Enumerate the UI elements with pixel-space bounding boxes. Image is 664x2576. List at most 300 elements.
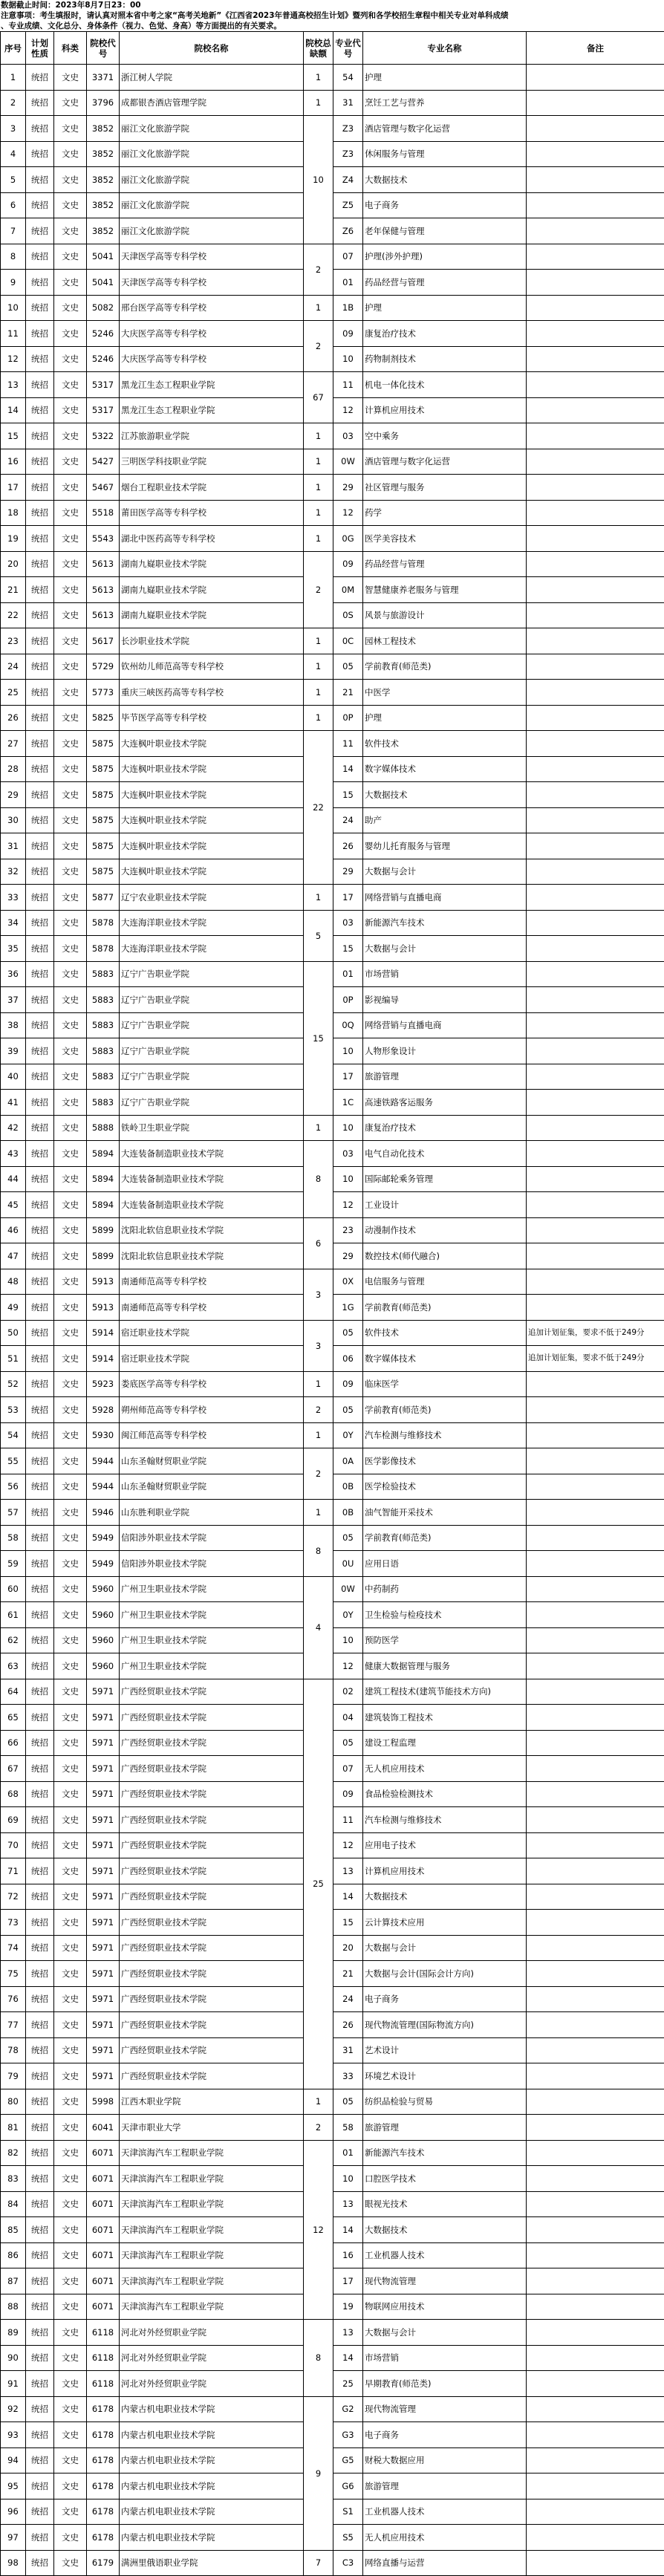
subject-cell: 文史 — [54, 1756, 87, 1782]
school-code-cell: 5875 — [87, 782, 120, 808]
seq-cell: 66 — [1, 1730, 26, 1756]
seq-cell: 31 — [1, 833, 26, 859]
seq-cell: 29 — [1, 782, 26, 808]
plan-type-cell: 统招 — [26, 1422, 54, 1448]
plan-type-cell: 统招 — [26, 1756, 54, 1782]
note-cell — [527, 551, 664, 577]
school-name-cell: 江苏旅游职业学院 — [120, 423, 304, 449]
school-name-cell: 辽宁广告职业学院 — [120, 1038, 304, 1064]
school-name-cell: 黑龙江生态工程职业学院 — [120, 397, 304, 423]
plan-type-cell: 统招 — [26, 910, 54, 936]
gap-cell: 22 — [304, 731, 333, 885]
plan-type-cell: 统招 — [26, 90, 54, 116]
plan-type-cell: 统招 — [26, 1320, 54, 1346]
school-name-cell: 重庆三峡医药高等专科学校 — [120, 680, 304, 706]
major-code-cell: 03 — [333, 910, 363, 936]
major-name-cell: 休闲服务与管理 — [363, 141, 527, 167]
table-row — [1, 1679, 664, 1705]
seq-cell: 23 — [1, 628, 26, 654]
subject-cell: 文史 — [54, 961, 87, 987]
note-cell — [527, 346, 664, 372]
plan-type-cell: 统招 — [26, 2191, 54, 2217]
subject-cell: 文史 — [54, 2242, 87, 2268]
major-code-cell: 21 — [333, 680, 363, 706]
subject-cell: 文史 — [54, 423, 87, 449]
school-name-cell: 邢台医学高等专科学校 — [120, 295, 304, 321]
table-row — [1, 2396, 664, 2422]
subject-cell: 文史 — [54, 372, 87, 398]
plan-type-cell: 统招 — [26, 1781, 54, 1807]
major-name-cell: 大数据与会计(国际会计方向) — [363, 1961, 527, 1987]
major-code-cell: 0X — [333, 1269, 363, 1295]
plan-type-cell: 统招 — [26, 1730, 54, 1756]
major-name-cell: 康复治疗技术 — [363, 1115, 527, 1141]
school-name-cell: 南通师范高等专科学校 — [120, 1269, 304, 1295]
school-code-cell: 5899 — [87, 1217, 120, 1243]
plan-type-cell: 统招 — [26, 2268, 54, 2294]
seq-cell: 41 — [1, 1090, 26, 1116]
subject-cell: 文史 — [54, 654, 87, 680]
major-name-cell: 食品检验检测技术 — [363, 1781, 527, 1807]
note-cell — [527, 1295, 664, 1321]
major-code-cell: 13 — [333, 1858, 363, 1884]
school-code-cell: 6118 — [87, 2320, 120, 2346]
seq-cell: 17 — [1, 475, 26, 501]
major-code-cell: 0B — [333, 1474, 363, 1500]
major-code-cell: 26 — [333, 833, 363, 859]
major-code-cell: 17 — [333, 2268, 363, 2294]
subject-cell: 文史 — [54, 1141, 87, 1167]
table-row — [1, 1371, 664, 1397]
gap-cell: 8 — [304, 1525, 333, 1576]
subject-cell: 文史 — [54, 2320, 87, 2346]
note-cell — [527, 500, 664, 526]
seq-cell: 80 — [1, 2089, 26, 2115]
school-code-cell: 5082 — [87, 295, 120, 321]
note-cell — [527, 1832, 664, 1858]
major-code-cell: 0M — [333, 577, 363, 603]
major-name-cell: 工业机器人技术 — [363, 2242, 527, 2268]
school-code-cell: 5543 — [87, 526, 120, 552]
plan-type-cell: 统招 — [26, 500, 54, 526]
major-code-cell: 01 — [333, 961, 363, 987]
major-code-cell: C3 — [333, 2550, 363, 2576]
seq-cell: 21 — [1, 577, 26, 603]
school-name-cell: 三明医学科技职业学院 — [120, 449, 304, 475]
table-row — [1, 1217, 664, 1243]
school-code-cell: 3852 — [87, 218, 120, 244]
school-code-cell: 5971 — [87, 1858, 120, 1884]
major-code-cell: 29 — [333, 475, 363, 501]
school-code-cell: 5888 — [87, 1115, 120, 1141]
major-name-cell: 园林工程技术 — [363, 628, 527, 654]
plan-type-cell: 统招 — [26, 1141, 54, 1167]
seq-cell: 53 — [1, 1397, 26, 1423]
plan-type-cell: 统招 — [26, 1295, 54, 1321]
gap-cell: 9 — [304, 2396, 333, 2550]
school-name-cell: 广西经贸职业技术学院 — [120, 2012, 304, 2038]
school-name-cell: 广州卫生职业技术学院 — [120, 1576, 304, 1602]
table-row — [1, 2550, 664, 2576]
seq-cell: 76 — [1, 1986, 26, 2012]
note-cell — [527, 2294, 664, 2320]
school-name-cell: 辽宁农业职业技术学院 — [120, 885, 304, 911]
plan-type-cell: 统招 — [26, 2166, 54, 2192]
subject-cell: 文史 — [54, 270, 87, 296]
seq-cell: 24 — [1, 654, 26, 680]
note-cell — [527, 961, 664, 987]
table-row — [1, 885, 664, 911]
table-row — [1, 500, 664, 526]
school-code-cell: 5875 — [87, 859, 120, 885]
seq-cell: 1 — [1, 65, 26, 91]
note-cell — [527, 192, 664, 218]
seq-cell: 19 — [1, 526, 26, 552]
school-code-cell: 5971 — [87, 1935, 120, 1961]
subject-cell: 文史 — [54, 1064, 87, 1090]
plan-type-cell: 统招 — [26, 449, 54, 475]
note-cell — [527, 2550, 664, 2576]
seq-cell: 8 — [1, 244, 26, 270]
gap-cell: 7 — [304, 2550, 333, 2576]
major-code-cell: 10 — [333, 1627, 363, 1653]
seq-cell: 18 — [1, 500, 26, 526]
school-name-cell: 大连海洋职业技术学院 — [120, 936, 304, 962]
note-cell — [527, 756, 664, 782]
note-cell — [527, 2012, 664, 2038]
school-name-cell: 内蒙古机电职业技术学院 — [120, 2525, 304, 2551]
school-name-cell: 内蒙古机电职业技术学院 — [120, 2396, 304, 2422]
major-code-cell: 58 — [333, 2115, 363, 2141]
subject-cell: 文史 — [54, 577, 87, 603]
plan-type-cell: 统招 — [26, 2473, 54, 2499]
note-cell — [527, 1064, 664, 1090]
note-cell — [527, 270, 664, 296]
note-cell — [527, 2063, 664, 2089]
seq-cell: 9 — [1, 270, 26, 296]
major-code-cell: 1B — [333, 295, 363, 321]
page-header — [0, 0, 664, 31]
major-name-cell: 市场营销 — [363, 2345, 527, 2371]
school-name-cell: 广西经贸职业技术学院 — [120, 1781, 304, 1807]
plan-type-cell: 统招 — [26, 1705, 54, 1731]
subject-cell: 文史 — [54, 2140, 87, 2166]
note-cell — [527, 1243, 664, 1269]
major-code-cell: 12 — [333, 500, 363, 526]
major-code-cell: 10 — [333, 1038, 363, 1064]
school-code-cell: 6179 — [87, 2550, 120, 2576]
school-name-cell: 河北对外经贸职业学院 — [120, 2345, 304, 2371]
school-name-cell: 广西经贸职业技术学院 — [120, 1756, 304, 1782]
subject-cell: 文史 — [54, 2371, 87, 2397]
seq-cell: 4 — [1, 141, 26, 167]
note-cell — [527, 1269, 664, 1295]
subject-cell: 文史 — [54, 2268, 87, 2294]
major-code-cell: 0B — [333, 1500, 363, 1526]
major-name-cell: 康复治疗技术 — [363, 321, 527, 347]
subject-cell: 文史 — [54, 807, 87, 833]
school-name-cell: 江西木职业学院 — [120, 2089, 304, 2115]
plan-type-cell: 统招 — [26, 731, 54, 757]
seq-cell: 83 — [1, 2166, 26, 2192]
subject-cell: 文史 — [54, 295, 87, 321]
major-name-cell: 医学影像技术 — [363, 1448, 527, 1474]
gap-cell: 1 — [304, 90, 333, 116]
major-code-cell: 0A — [333, 1448, 363, 1474]
major-name-cell: 艺术设计 — [363, 2037, 527, 2063]
subject-cell: 文史 — [54, 602, 87, 628]
major-code-cell: 04 — [333, 1705, 363, 1731]
school-name-cell: 广西经贸职业技术学院 — [120, 1807, 304, 1833]
plan-type-cell: 统招 — [26, 2115, 54, 2141]
major-name-cell: 眼视光技术 — [363, 2191, 527, 2217]
note-cell — [527, 1756, 664, 1782]
school-code-cell: 3796 — [87, 90, 120, 116]
plan-type-cell: 统招 — [26, 705, 54, 731]
school-name-cell: 辽宁广告职业学院 — [120, 1090, 304, 1116]
school-name-cell: 内蒙古机电职业技术学院 — [120, 2447, 304, 2473]
seq-cell: 20 — [1, 551, 26, 577]
major-name-cell: 电子商务 — [363, 1986, 527, 2012]
note-cell — [527, 2447, 664, 2473]
gap-cell: 1 — [304, 65, 333, 91]
seq-cell: 3 — [1, 116, 26, 142]
school-code-cell: 3852 — [87, 167, 120, 193]
major-name-cell: 大数据与会计 — [363, 936, 527, 962]
major-code-cell: 19 — [333, 2294, 363, 2320]
school-name-cell: 广西经贸职业技术学院 — [120, 2037, 304, 2063]
school-name-cell: 大庆医学高等专科学校 — [120, 346, 304, 372]
subject-cell: 文史 — [54, 1500, 87, 1526]
gap-cell: 1 — [304, 423, 333, 449]
table-row — [1, 90, 664, 116]
col-header: 专业代号 — [333, 32, 363, 65]
subject-cell: 文史 — [54, 1525, 87, 1551]
seq-cell: 16 — [1, 449, 26, 475]
school-code-cell: 3371 — [87, 65, 120, 91]
note-cell — [527, 1115, 664, 1141]
school-name-cell: 信阳涉外职业技术学院 — [120, 1525, 304, 1551]
enrollment-table — [0, 31, 664, 2576]
seq-cell: 94 — [1, 2447, 26, 2473]
school-code-cell: 5894 — [87, 1141, 120, 1167]
note-cell — [527, 1858, 664, 1884]
subject-cell: 文史 — [54, 1038, 87, 1064]
school-name-cell: 朔州师范高等专科学校 — [120, 1397, 304, 1423]
subject-cell: 文史 — [54, 2473, 87, 2499]
subject-cell: 文史 — [54, 2499, 87, 2525]
major-name-cell: 中医学 — [363, 680, 527, 706]
note-cell — [527, 116, 664, 142]
major-name-cell: 中药制药 — [363, 1576, 527, 1602]
major-code-cell: 23 — [333, 1217, 363, 1243]
subject-cell: 文史 — [54, 2089, 87, 2115]
school-name-cell: 广西经贸职业技术学院 — [120, 1986, 304, 2012]
school-code-cell: 5971 — [87, 1730, 120, 1756]
note-cell — [527, 1448, 664, 1474]
plan-type-cell: 统招 — [26, 1397, 54, 1423]
seq-cell: 12 — [1, 346, 26, 372]
note-cell — [527, 1525, 664, 1551]
school-code-cell: 5971 — [87, 1705, 120, 1731]
note-cell — [527, 680, 664, 706]
plan-type-cell: 统招 — [26, 1064, 54, 1090]
subject-cell: 文史 — [54, 1679, 87, 1705]
school-name-cell: 山东圣翰财贸职业学院 — [120, 1448, 304, 1474]
col-header: 院校名称 — [120, 32, 304, 65]
notice-line-1: 注意事项：考生填报时，请认真对照本省中考之家“高考关地新”《江西省2023年普通高校招生计划》暨列和各学校招生章程中相关专业对单科成绩 — [1, 10, 663, 21]
school-code-cell: 5971 — [87, 2037, 120, 2063]
major-name-cell: 现代物流管理 — [363, 2396, 527, 2422]
note-cell — [527, 2525, 664, 2551]
note-cell — [527, 654, 664, 680]
school-name-cell: 天津滨海汽车工程职业学院 — [120, 2217, 304, 2243]
major-code-cell: 0G — [333, 526, 363, 552]
seq-cell: 95 — [1, 2473, 26, 2499]
plan-type-cell: 统招 — [26, 1910, 54, 1936]
school-code-cell: 5944 — [87, 1448, 120, 1474]
school-code-cell: 5875 — [87, 756, 120, 782]
plan-type-cell: 统招 — [26, 961, 54, 987]
note-cell — [527, 1500, 664, 1526]
major-name-cell: 应用日语 — [363, 1551, 527, 1577]
table-row — [1, 295, 664, 321]
school-name-cell: 河北对外经贸职业学院 — [120, 2371, 304, 2397]
table-row — [1, 1320, 664, 1346]
school-name-cell: 毕节医学高等专科学校 — [120, 705, 304, 731]
major-name-cell: 空中乘务 — [363, 423, 527, 449]
seq-cell: 27 — [1, 731, 26, 757]
school-code-cell: 5825 — [87, 705, 120, 731]
plan-type-cell: 统招 — [26, 2242, 54, 2268]
note-cell — [527, 2242, 664, 2268]
seq-cell: 57 — [1, 1500, 26, 1526]
plan-type-cell: 统招 — [26, 2447, 54, 2473]
seq-cell: 93 — [1, 2422, 26, 2448]
major-name-cell: 软件技术 — [363, 731, 527, 757]
major-code-cell: 31 — [333, 2037, 363, 2063]
seq-cell: 59 — [1, 1551, 26, 1577]
major-code-cell: 1G — [333, 1295, 363, 1321]
gap-cell: 1 — [304, 449, 333, 475]
subject-cell: 文史 — [54, 2525, 87, 2551]
plan-type-cell: 统招 — [26, 2294, 54, 2320]
note-cell — [527, 2217, 664, 2243]
subject-cell: 文史 — [54, 1115, 87, 1141]
school-code-cell: 5971 — [87, 2063, 120, 2089]
seq-cell: 75 — [1, 1961, 26, 1987]
school-name-cell: 广西经贸职业技术学院 — [120, 1679, 304, 1705]
plan-type-cell: 统招 — [26, 2345, 54, 2371]
gap-cell: 2 — [304, 244, 333, 295]
gap-cell: 2 — [304, 1448, 333, 1500]
deadline-text: 数据截止时间：2023年8月7日23：00 — [1, 0, 663, 10]
major-code-cell: 21 — [333, 1961, 363, 1987]
plan-type-cell: 统招 — [26, 1269, 54, 1295]
school-code-cell: 5773 — [87, 680, 120, 706]
subject-cell: 文史 — [54, 705, 87, 731]
subject-cell: 文史 — [54, 731, 87, 757]
plan-type-cell: 统招 — [26, 2037, 54, 2063]
plan-type-cell: 统招 — [26, 1192, 54, 1218]
school-code-cell: 5518 — [87, 500, 120, 526]
major-name-cell: 电子商务 — [363, 2422, 527, 2448]
note-cell — [527, 2166, 664, 2192]
school-name-cell: 大连枫叶职业技术学院 — [120, 782, 304, 808]
major-name-cell: 护理 — [363, 705, 527, 731]
major-name-cell: 电气自动化技术 — [363, 1141, 527, 1167]
major-code-cell: 11 — [333, 731, 363, 757]
major-code-cell: 14 — [333, 2345, 363, 2371]
seq-cell: 33 — [1, 885, 26, 911]
table-row — [1, 705, 664, 731]
school-name-cell: 辽宁广告职业学院 — [120, 1012, 304, 1038]
major-name-cell: 建筑装饰工程技术 — [363, 1705, 527, 1731]
seq-cell: 47 — [1, 1243, 26, 1269]
subject-cell: 文史 — [54, 2422, 87, 2448]
subject-cell: 文史 — [54, 192, 87, 218]
major-code-cell: 10 — [333, 1115, 363, 1141]
plan-type-cell: 统招 — [26, 859, 54, 885]
note-cell — [527, 2191, 664, 2217]
note-cell — [527, 1807, 664, 1833]
note-cell — [527, 1679, 664, 1705]
school-name-cell: 天津滨海汽车工程职业学院 — [120, 2242, 304, 2268]
major-name-cell: 临床医学 — [363, 1371, 527, 1397]
seq-cell: 42 — [1, 1115, 26, 1141]
major-code-cell: G2 — [333, 2396, 363, 2422]
major-name-cell: 工业机器人技术 — [363, 2499, 527, 2525]
subject-cell: 文史 — [54, 1961, 87, 1987]
seq-cell: 37 — [1, 987, 26, 1013]
major-name-cell: 烹饪工艺与营养 — [363, 90, 527, 116]
table-row — [1, 1500, 664, 1526]
subject-cell: 文史 — [54, 1295, 87, 1321]
school-name-cell: 广西经贸职业技术学院 — [120, 1705, 304, 1731]
plan-type-cell: 统招 — [26, 2371, 54, 2397]
school-name-cell: 莆田医学高等专科学校 — [120, 500, 304, 526]
subject-cell: 文史 — [54, 936, 87, 962]
subject-cell: 文史 — [54, 1320, 87, 1346]
school-name-cell: 成都银杏酒店管理学院 — [120, 90, 304, 116]
school-code-cell: 5971 — [87, 1910, 120, 1936]
seq-cell: 85 — [1, 2217, 26, 2243]
major-name-cell: 市场营销 — [363, 961, 527, 987]
table-row — [1, 423, 664, 449]
note-cell — [527, 1551, 664, 1577]
note-cell — [527, 1397, 664, 1423]
note-cell — [527, 807, 664, 833]
school-code-cell: 6178 — [87, 2473, 120, 2499]
major-code-cell: 11 — [333, 372, 363, 398]
major-name-cell: 大数据与会计 — [363, 2320, 527, 2346]
major-code-cell: 0Y — [333, 1602, 363, 1628]
gap-cell: 8 — [304, 1141, 333, 1218]
plan-type-cell: 统招 — [26, 65, 54, 91]
major-code-cell: 14 — [333, 756, 363, 782]
major-code-cell: 03 — [333, 1141, 363, 1167]
school-name-cell: 广西经贸职业技术学院 — [120, 1935, 304, 1961]
subject-cell: 文史 — [54, 987, 87, 1013]
school-code-cell: 5878 — [87, 910, 120, 936]
school-name-cell: 沈阳北软信息职业技术学院 — [120, 1217, 304, 1243]
note-cell — [527, 885, 664, 911]
note-cell — [527, 859, 664, 885]
seq-cell: 39 — [1, 1038, 26, 1064]
school-code-cell: 3852 — [87, 192, 120, 218]
major-name-cell: 酒店管理与数字化运营 — [363, 449, 527, 475]
subject-cell: 文史 — [54, 1653, 87, 1679]
